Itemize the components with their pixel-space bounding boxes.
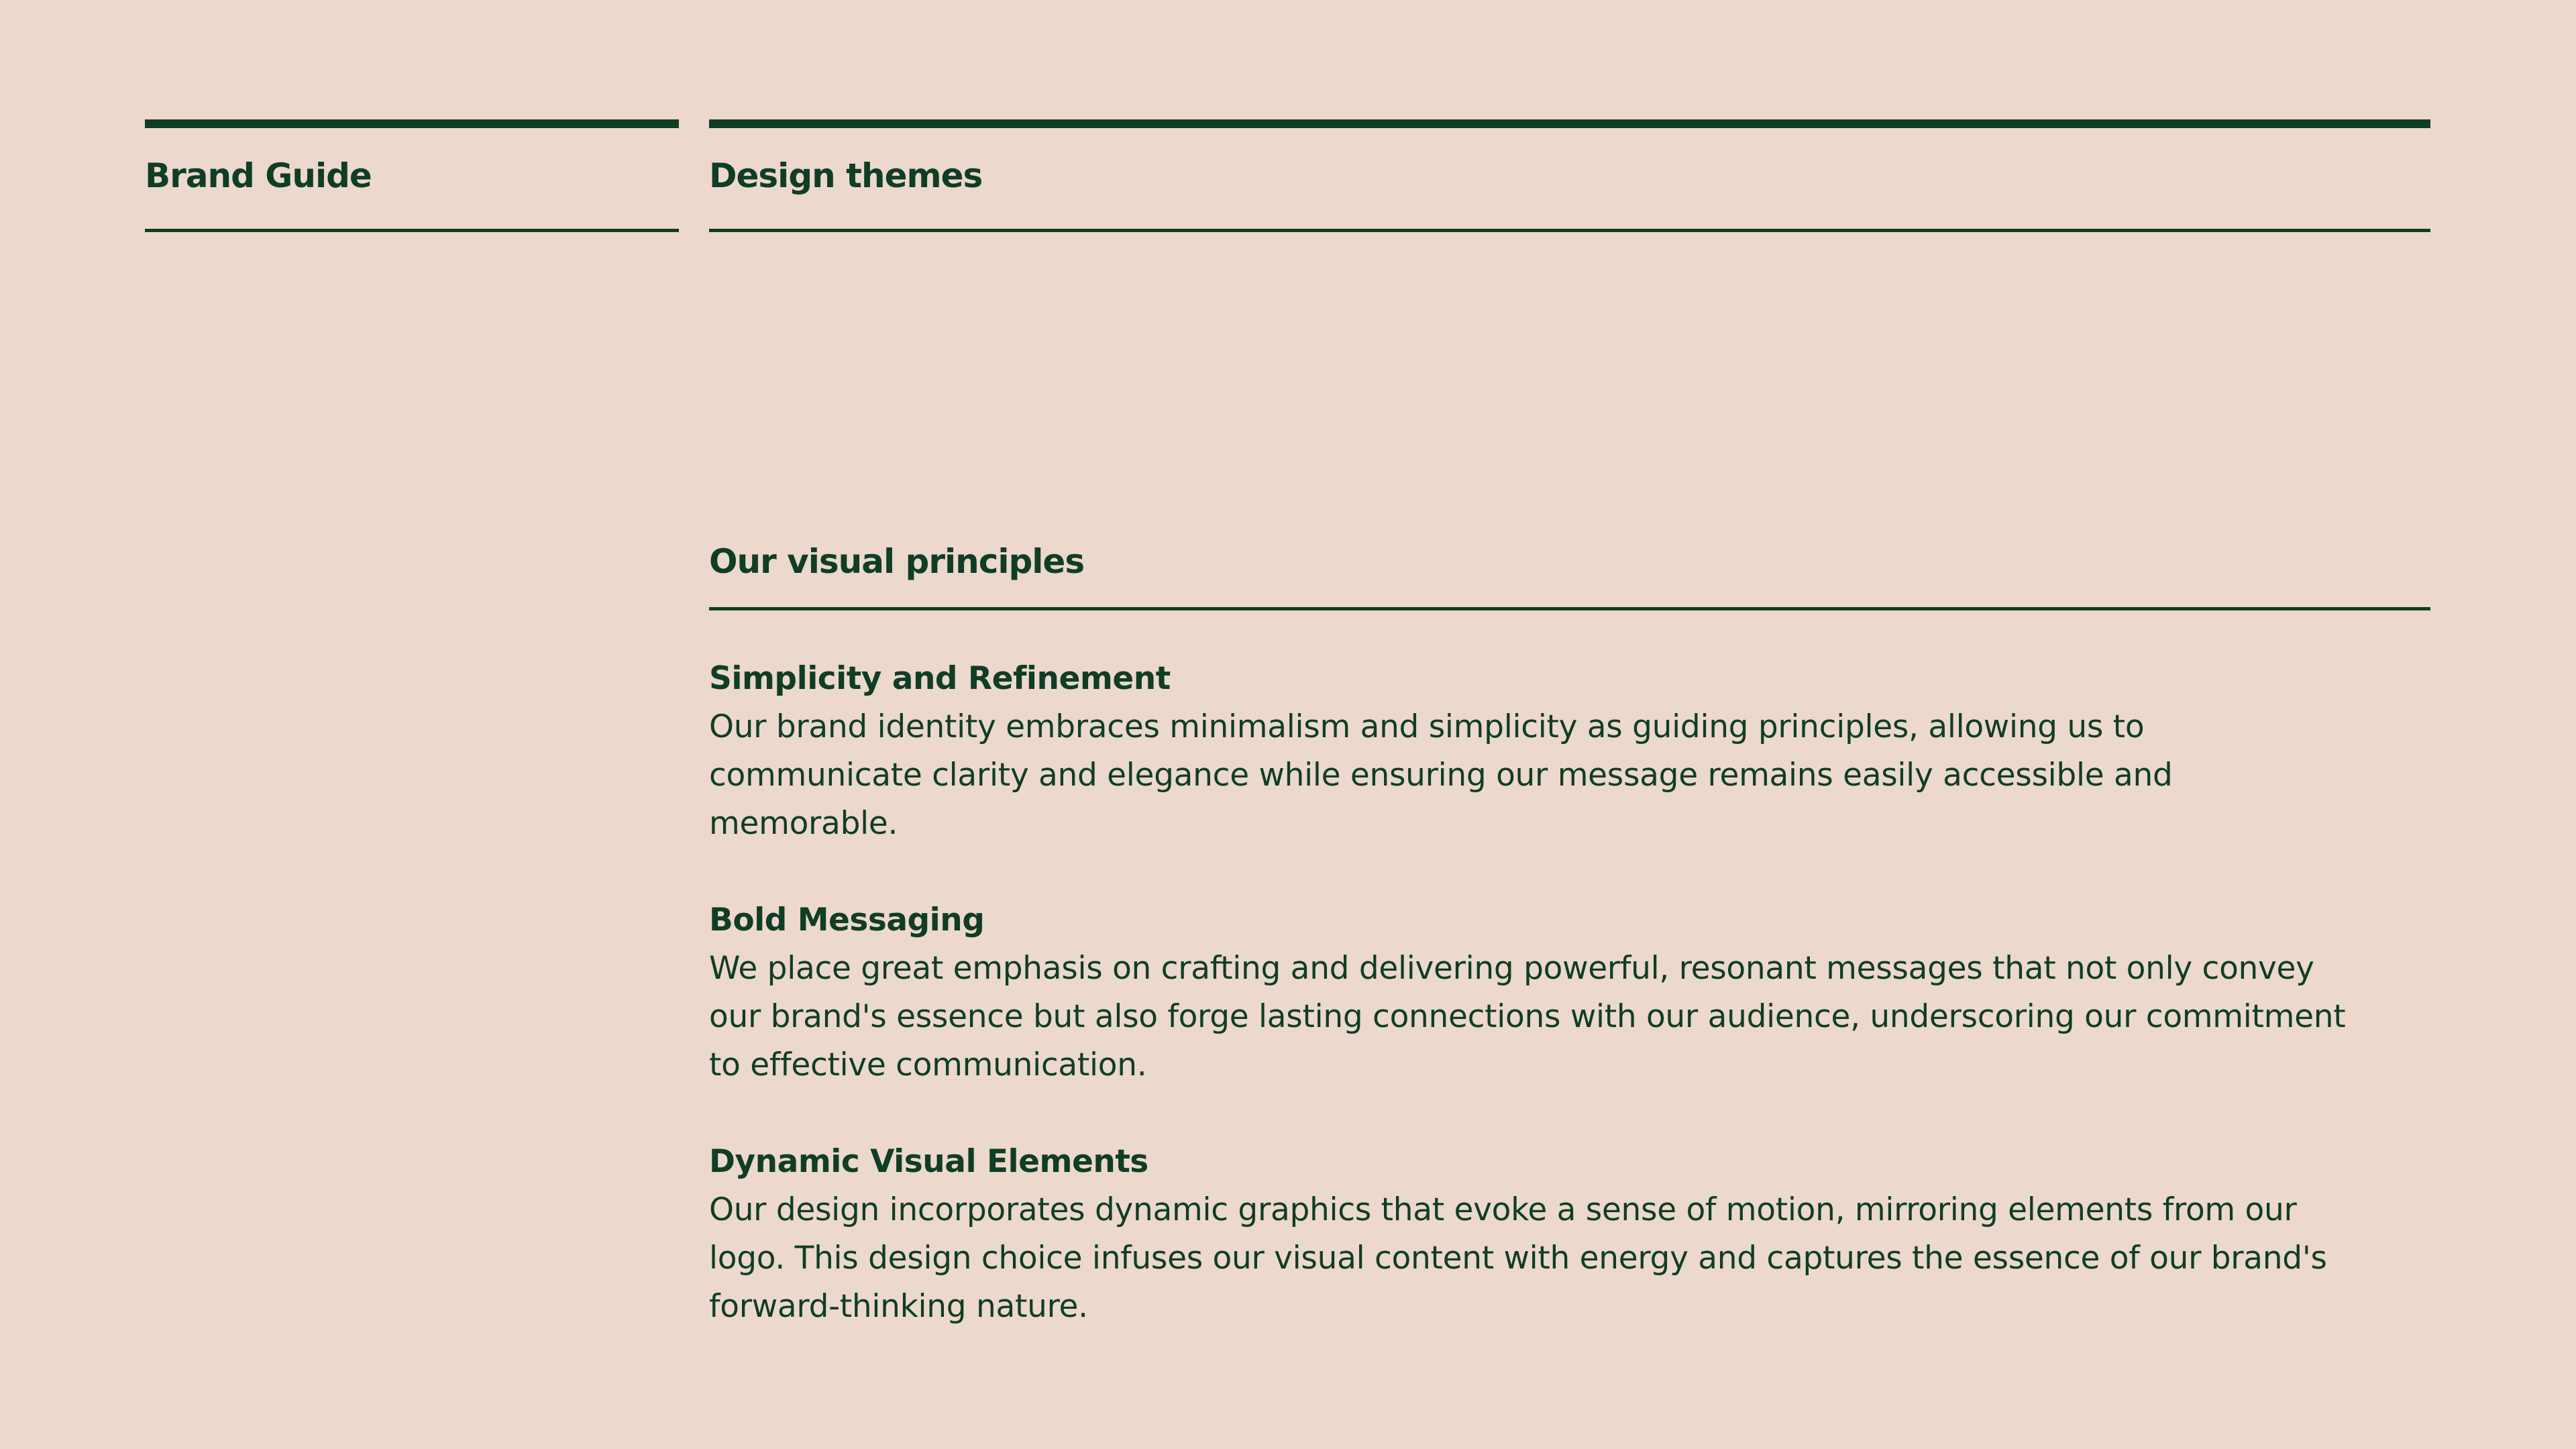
right-top-rule xyxy=(709,119,2430,128)
principle-item xyxy=(709,655,2359,848)
brand-guide-title: Brand Guide xyxy=(145,156,372,195)
principle-title: Bold Messaging xyxy=(709,902,985,938)
section-title-row xyxy=(709,529,2430,610)
left-header-row xyxy=(145,128,679,232)
visual-principles-section xyxy=(709,529,2430,1379)
principle-body: We place great emphasis on crafting and delivering powerful, resonant messages that not only convey our brand's essence but also forge lasting connections with our audience, underscoring our commitment to effective communication. xyxy=(709,950,2346,1083)
right-header-column xyxy=(709,119,2430,232)
principle-body: Our design incorporates dynamic graphics that evoke a sense of motion, mirroring elements from our logo. This design choice infuses our visual content with energy and captures the essence of our brand's forward-thinking nature. xyxy=(709,1191,2327,1325)
principle-item xyxy=(709,1138,2359,1331)
section-title: Our visual principles xyxy=(709,541,1085,581)
left-top-rule xyxy=(145,119,679,128)
principle-title: Dynamic Visual Elements xyxy=(709,1143,1148,1180)
right-header-row xyxy=(709,128,2430,232)
principle-item xyxy=(709,896,2359,1089)
left-header-column xyxy=(145,119,679,232)
principle-body: Our brand identity embraces minimalism and simplicity as guiding principles, allowing us to communicate clarity and elegance while ensuring our message remains easily accessible and memorable. xyxy=(709,708,2173,842)
principle-title: Simplicity and Refinement xyxy=(709,660,1171,697)
principles-list xyxy=(709,655,2359,1331)
page-title: Design themes xyxy=(709,156,983,195)
